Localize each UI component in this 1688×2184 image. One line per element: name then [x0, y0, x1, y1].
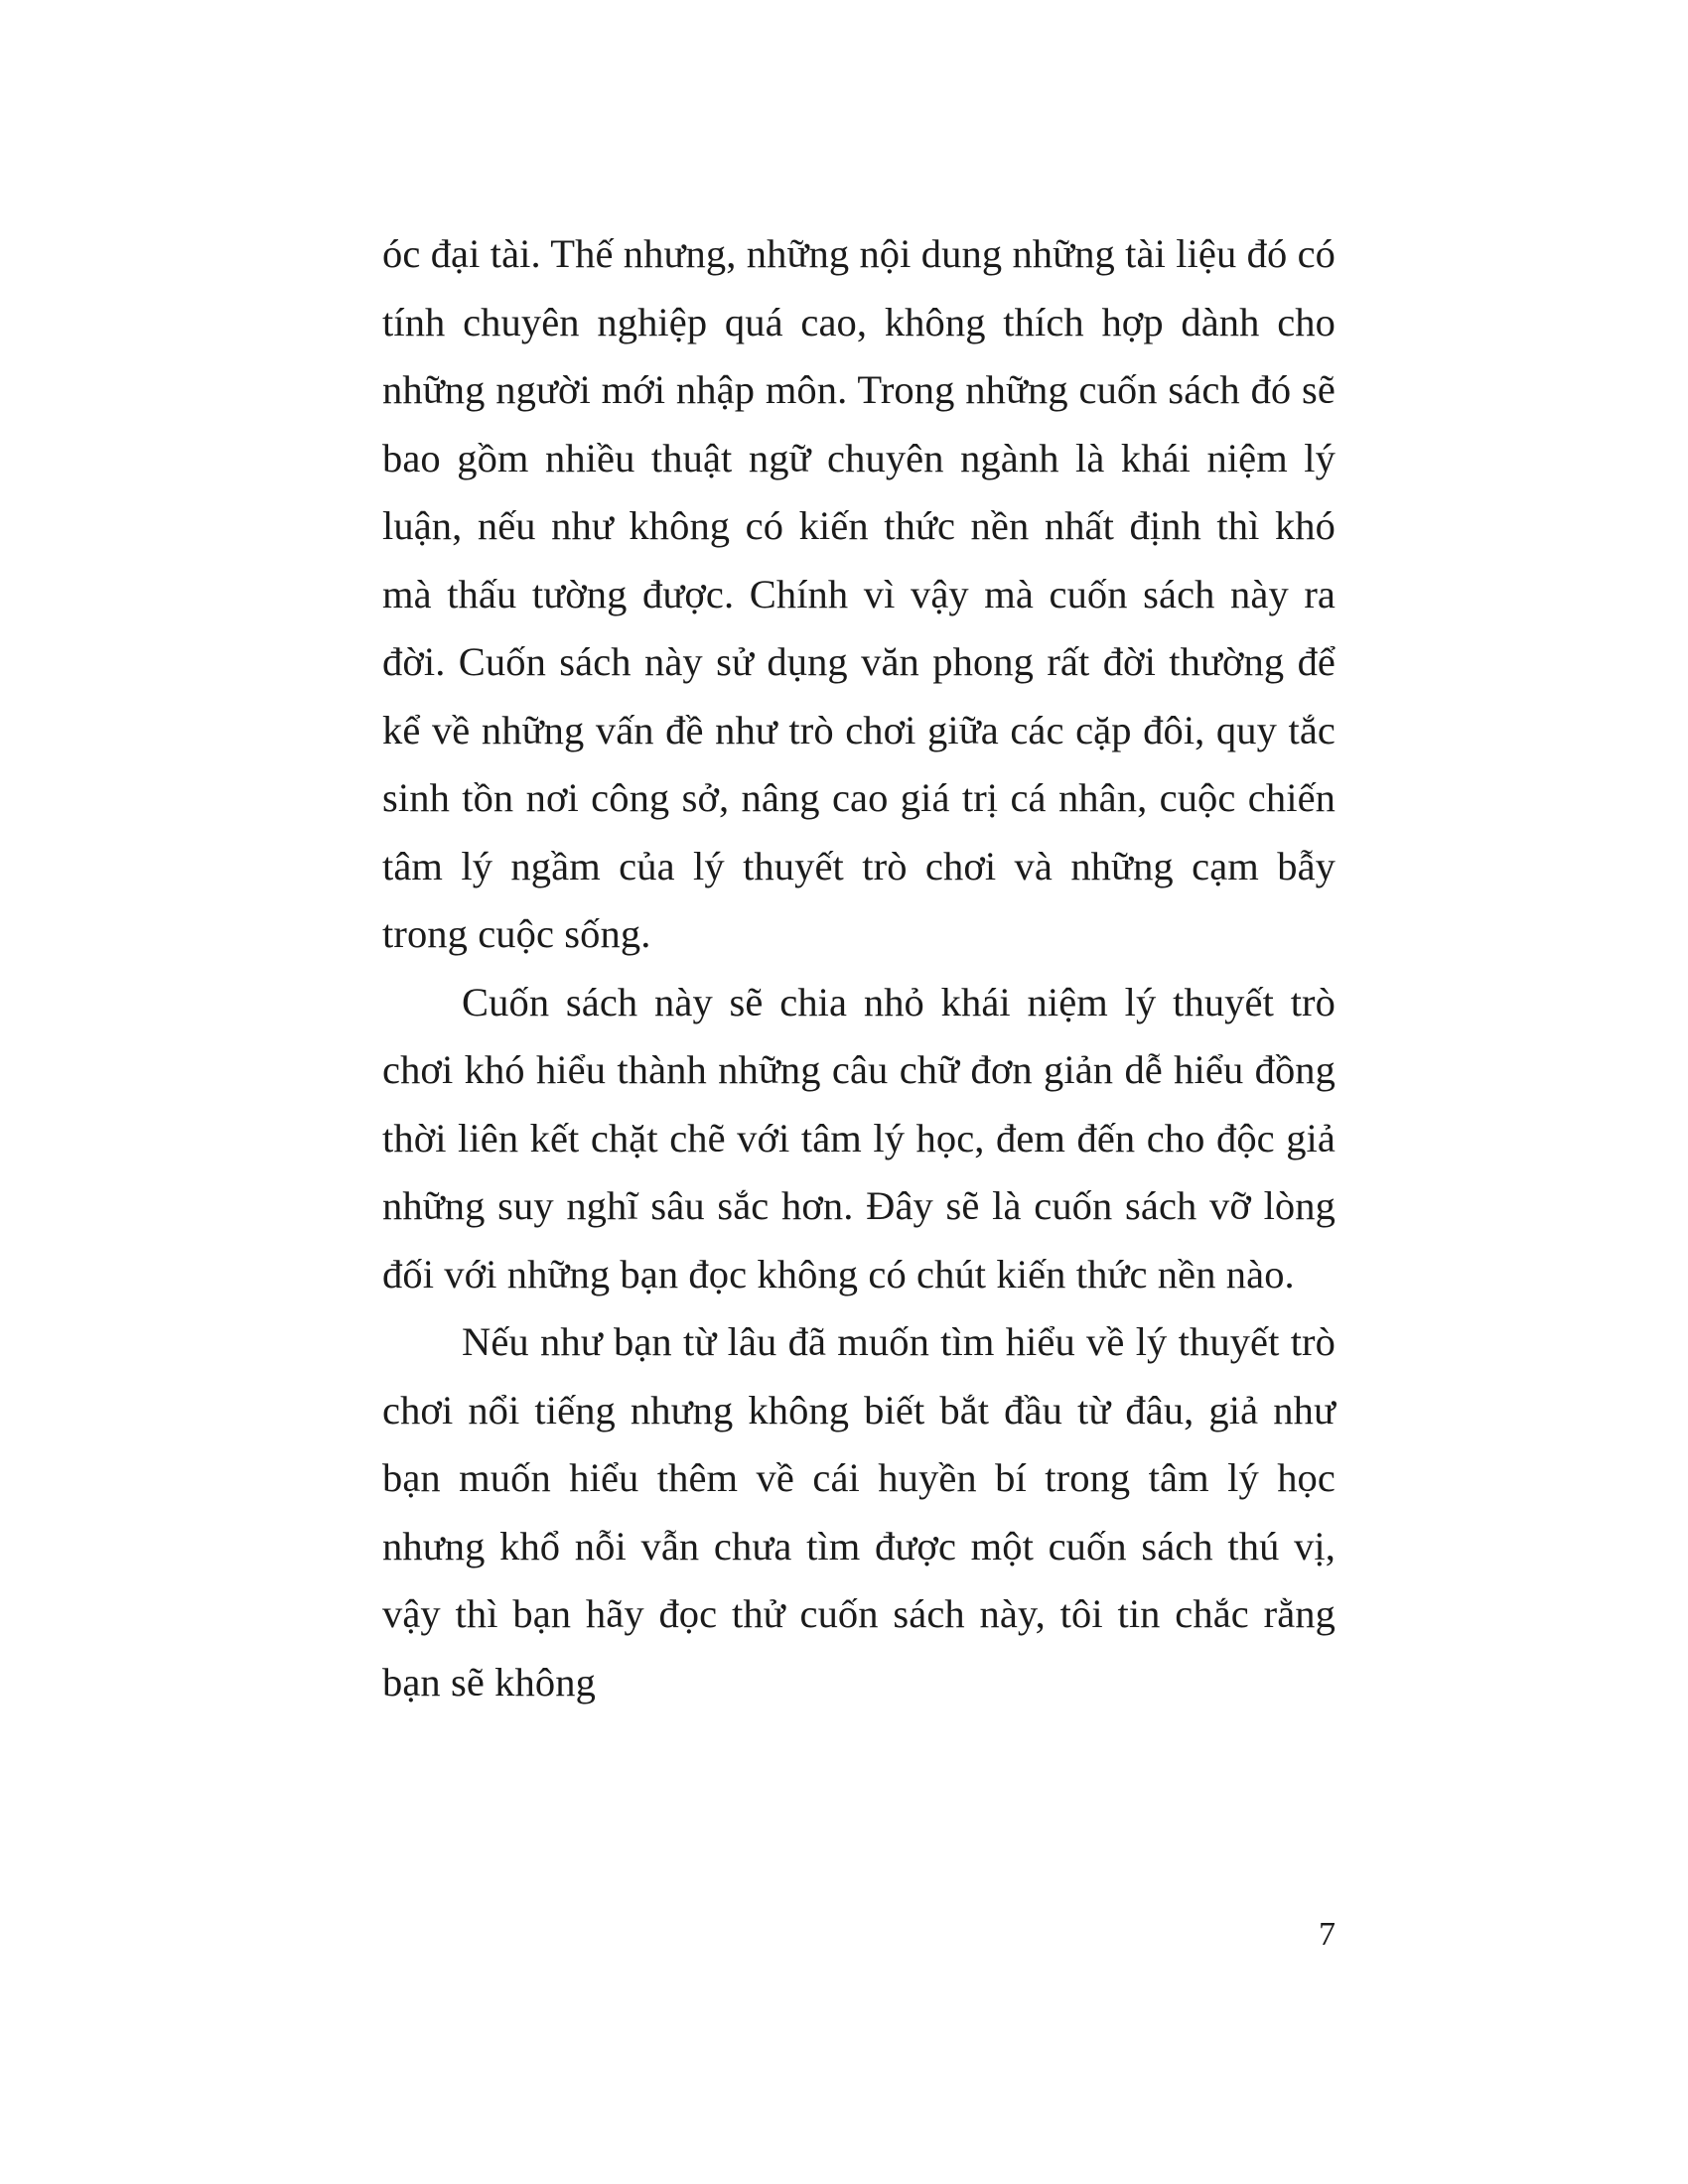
paragraph-3: Nếu như bạn từ lâu đã muốn tìm hiểu về lý thuyết trò chơi nổi tiếng nhưng không biết bắt đầu từ đâu, giả như bạn muốn hiểu thêm về cái huyền bí trong tâm lý học nhưng khổ nỗi vẫn chưa tìm được một cuốn sách thú vị, vậy thì bạn hãy đọc thử cuốn sách này, tôi tin chắc rằng bạn sẽ không: [382, 1319, 1336, 1705]
paragraph-2: Cuốn sách này sẽ chia nhỏ khái niệm lý thuyết trò chơi khó hiểu thành những câu chữ đơn giản dễ hiểu đồng thời liên kết chặt chẽ với tâm lý học, đem đến cho độc giả những suy nghĩ sâu sắc hơn. Đây sẽ là cuốn sách vỡ lòng đối với những bạn đọc không có chút kiến thức nền nào.: [382, 979, 1336, 1297]
page-number: 7: [1319, 1916, 1336, 1953]
paragraph-1: óc đại tài. Thế nhưng, những nội dung những tài liệu đó có tính chuyên nghiệp quá cao, không thích hợp dành cho những người mới nhập môn. Trong những cuốn sách đó sẽ bao gồm nhiều thuật ngữ chuyên ngành là khái niệm lý luận, nếu như không có kiến thức nền nhất định thì khó mà thấu tường được. Chính vì vậy mà cuốn sách này ra đời. Cuốn sách này sử dụng văn phong rất đời thường để kể về những vấn đề như trò chơi giữa các cặp đôi, quy tắc sinh tồn nơi công sở, nâng cao giá trị cá nhân, cuộc chiến tâm lý ngầm của lý thuyết trò chơi và những cạm bẫy trong cuộc sống.: [382, 231, 1336, 956]
page-text-block: [382, 220, 1336, 1716]
